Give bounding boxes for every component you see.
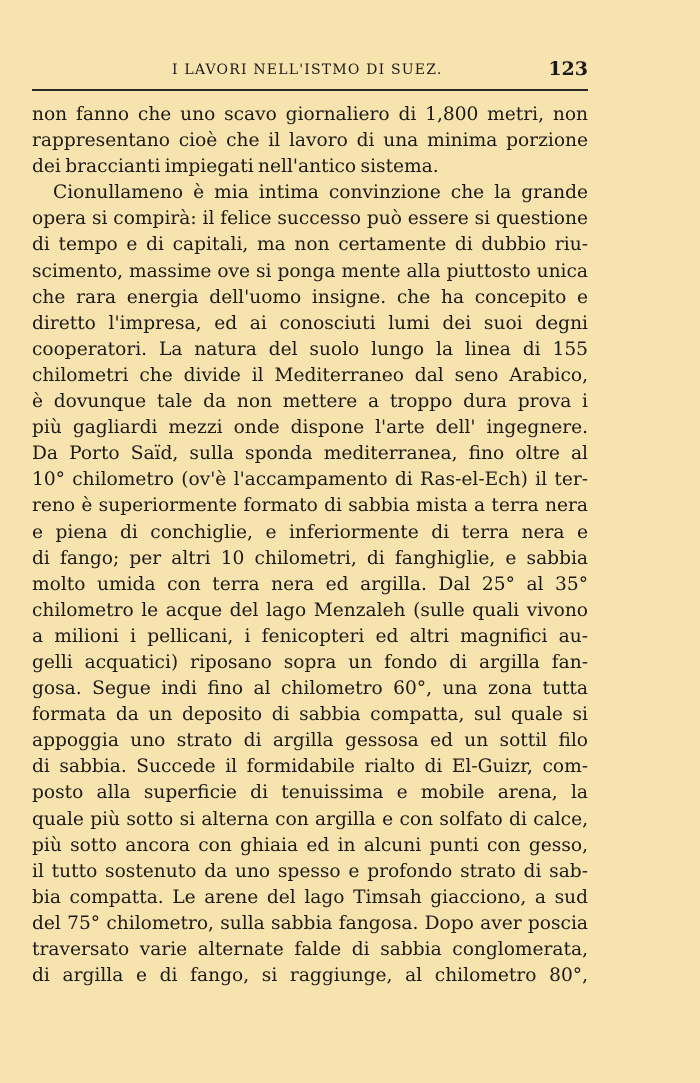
text-line: di argilla e di fango, si raggiunge, al chilometro 80°, — [32, 965, 588, 987]
running-title: I LAVORI NELL'ISTMO DI SUEZ. — [172, 62, 443, 78]
text-line: di sabbia. Succede il formidabile rialto di El-Guizr, com- — [32, 756, 588, 778]
text-line: di fango; per altri 10 chilometri, di fanghiglie, e sabbia — [32, 547, 588, 569]
text-line: quale più sotto si alterna con argilla e con solfato di calce, — [32, 808, 588, 830]
text-line: scimento, massime ove si ponga mente alla piuttosto unica — [32, 260, 588, 282]
text-line: cooperatori. La natura del suolo lungo la linea di 155 — [32, 338, 588, 360]
text-line: non fanno che uno scavo giornaliero di 1,800 metri, non — [32, 104, 588, 125]
text-line: di tempo e di capitali, ma non certamente di dubbio riu- — [32, 234, 588, 256]
page-header — [32, 56, 588, 86]
text-line: più gagliardi mezzi onde dispone l'arte dell' ingegnere. — [32, 417, 588, 439]
text-line: il tutto sostenuto da uno spesso e profondo strato di sab- — [32, 860, 588, 882]
text-line: del 75° chilometro, sulla sabbia fangosa. Dopo aver poscia — [32, 912, 588, 934]
text-line: più sotto ancora con ghiaia ed in alcuni punti con gesso, — [32, 834, 588, 856]
text-line: Cionullameno è mia intima convinzione che la grande — [53, 182, 588, 204]
text-line: molto umida con terra nera ed argilla. Dal 25° al 35° — [32, 573, 588, 595]
header-rule — [32, 89, 588, 91]
text-line: formata da un deposito di sabbia compatta, sul quale si — [32, 704, 588, 726]
text-line: posto alla superficie di tenuissima e mobile arena, la — [32, 782, 588, 804]
text-line: traversato varie alternate falde di sabbia conglomerata, — [32, 939, 588, 960]
text-line: Da Porto Saïd, sulla sponda mediterranea, fino oltre al — [32, 443, 588, 465]
text-line: 10° chilometro (ov'è l'accampamento di Ras-el-Ech) il ter- — [32, 469, 588, 491]
text-line: rappresentano cioè che il lavoro di una minima porzione — [32, 130, 588, 152]
text-line: è dovunque tale da non mettere a troppo dura prova i — [32, 391, 588, 413]
page-number: 123 — [548, 58, 588, 80]
text-line: diretto l'impresa, ed ai conosciuti lumi dei suoi degni — [32, 312, 588, 334]
text-line: a milioni i pellicani, i fenicopteri ed altri magnifici au- — [32, 625, 588, 647]
text-line: opera si compirà: il felice successo può essere si questione — [32, 208, 588, 230]
text-line: gosa. Segue indi fino al chilometro 60°, una zona tutta — [32, 678, 588, 700]
text-line: reno è superiormente formato di sabbia mista a terra nera — [32, 495, 588, 517]
text-line: gelli acquatici) riposano sopra un fondo di argilla fan- — [32, 651, 588, 673]
text-line: e piena di conchiglie, e inferiormente di terra nera e — [32, 521, 588, 543]
body-text — [32, 102, 588, 989]
text-line: appoggia uno strato di argilla gessosa ed un sottil filo — [32, 730, 588, 752]
text-line: che rara energia dell'uomo insigne. che ha concepito e — [32, 286, 588, 308]
text-line: chilometro le acque del lago Menzaleh (sulle quali vivono — [32, 599, 588, 621]
text-line: dei braccianti impiegati nell'antico sistema. — [32, 156, 439, 178]
text-line: bia compatta. Le arene del lago Timsah giacciono, a sud — [32, 886, 588, 908]
text-line: chilometri che divide il Mediterraneo dal seno Arabico, — [32, 364, 588, 386]
